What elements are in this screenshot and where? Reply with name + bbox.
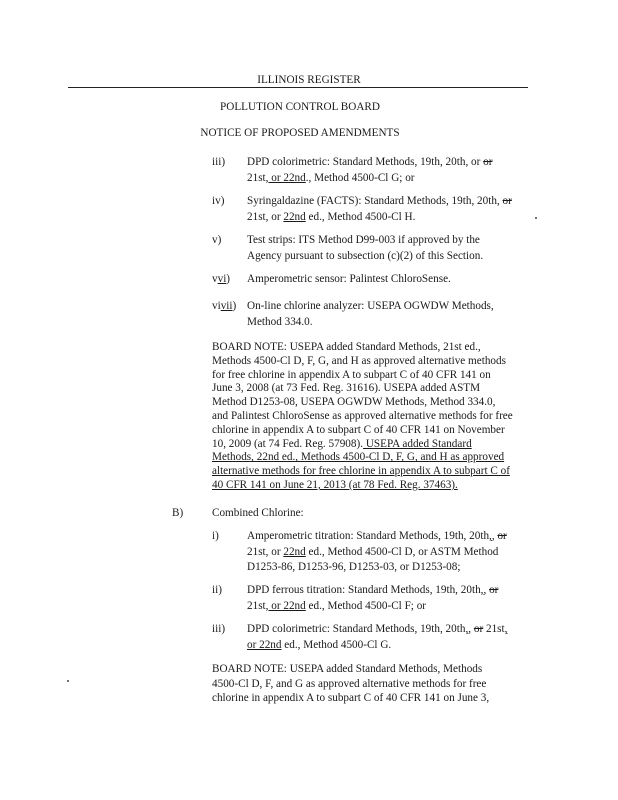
scan-speck: [535, 217, 537, 219]
inserted-text: ,: [480, 584, 484, 596]
text-run: Methods 4500-Cl D, F, G, and H as approved alternative methods: [212, 354, 506, 367]
item-text-line: [247, 195, 512, 208]
header-rule: [68, 87, 528, 88]
text-run: June 3, 2008 (at 73 Fed. Reg. 31616). USEPA added ASTM: [212, 382, 481, 395]
section-b-title: Combined Chlorine:: [212, 507, 304, 519]
text-run: 21st: [483, 623, 505, 635]
deleted-text: or: [497, 530, 507, 542]
item-label: ii): [212, 584, 222, 596]
note-line: [212, 692, 489, 705]
text-run: vi: [212, 300, 221, 312]
scan-speck: [67, 680, 69, 682]
text-run: DPD colorimetric: Standard Methods, 19th, 20th, or: [247, 156, 484, 168]
item-text-line: [247, 546, 498, 559]
text-run: 21st, or: [247, 545, 284, 558]
inserted-text: , or 22nd: [265, 171, 306, 184]
text-run: chlorine in appendix A to subpart C of 40 CFR 141 on November: [212, 423, 505, 436]
item-text-line: [247, 639, 391, 652]
text-run: Method 334.0.: [247, 315, 313, 328]
register-title: ILLINOIS REGISTER: [257, 74, 361, 86]
item-text-line: [247, 156, 492, 169]
text-run: ed., Method 4500-Cl H.: [305, 210, 416, 223]
note-line: [212, 355, 506, 368]
item-text-line: [247, 300, 494, 313]
item-text-line: [247, 600, 426, 613]
text-run: v: [212, 273, 218, 285]
text-run: 10, 2009 (at 74 Fed. Reg. 57908).: [212, 437, 364, 450]
text-run: D1253-86, D1253-96, D1253-03, or D1253-08;: [247, 561, 461, 573]
item-label: i): [212, 530, 219, 542]
note-line: [212, 438, 472, 451]
text-run: Method D1253-08, USEPA OGWDW Methods, Method 334.0,: [212, 396, 496, 409]
item-text-line: [247, 211, 415, 224]
inserted-text: USEPA added Standard: [363, 437, 472, 450]
inserted-text: ,: [489, 530, 492, 542]
text-run: ed., Method 4500-Cl G.: [281, 638, 392, 651]
item-label: iii): [212, 623, 226, 635]
text-run: Amperometric sensor: Palintest ChloroSense.: [247, 273, 451, 285]
text-run: 21st: [247, 171, 266, 184]
item-text-line: [247, 234, 480, 247]
text-run: BOARD NOTE: USEPA added Standard Methods, Methods: [212, 663, 483, 675]
inserted-text: alternative methods for free chlorine in appendix A to subpart C of: [212, 465, 510, 478]
text-run: ,: [483, 584, 490, 596]
item-label: v): [212, 234, 222, 246]
item-text-line: [247, 584, 498, 597]
inserted-text: , or 22nd: [265, 599, 306, 612]
note-line: [212, 410, 513, 423]
board-title: POLLUTION CONTROL BOARD: [220, 101, 380, 113]
section-b-label: B): [172, 507, 184, 519]
item-text-line: [247, 561, 460, 574]
note-line: [212, 382, 480, 395]
inserted-text: 22nd: [283, 210, 306, 223]
item-label: [212, 273, 230, 286]
text-run: 4500-Cl D, F, and G as approved alternative methods for free: [212, 677, 487, 690]
note-line: [212, 479, 458, 492]
note-line: [212, 396, 495, 409]
text-run: ., Method 4500-Cl G; or: [305, 171, 415, 184]
text-run: 21st, or: [247, 210, 284, 223]
inserted-text: vi: [217, 273, 227, 285]
notice-title: NOTICE OF PROPOSED AMENDMENTS: [200, 127, 400, 139]
inserted-text: vii: [220, 300, 233, 312]
text-run: ed., Method 4500-Cl D, or ASTM Method: [305, 545, 499, 558]
inserted-text: or 22nd: [247, 638, 282, 651]
note-line: [212, 451, 504, 464]
inserted-text: 22nd: [283, 545, 306, 558]
inserted-text: ,: [465, 623, 469, 635]
item-text-line: [247, 623, 507, 636]
deleted-text: or: [502, 195, 512, 207]
text-run: ed., Method 4500-Cl F; or: [305, 599, 427, 612]
item-text-line: [247, 316, 313, 329]
text-run: and Palintest ChloroSense as approved alternative methods for free: [212, 410, 513, 422]
note-line: [212, 465, 510, 478]
text-run: DPD colorimetric: Standard Methods, 19th, 20th: [247, 623, 466, 635]
text-run: On-line chlorine analyzer: USEPA OGWDW Methods,: [247, 300, 494, 312]
note-line: [212, 424, 505, 437]
text-run: Amperometric titration: Standard Methods, 19th, 20th: [247, 530, 490, 542]
item-label: iv): [212, 195, 225, 207]
text-run: 21st: [247, 599, 266, 612]
item-text-line: [247, 273, 451, 286]
note-line: [212, 663, 482, 676]
deleted-text: or: [473, 623, 484, 635]
inserted-text: 40 CFR 141 on June 21, 2013 (at 78 Fed. Reg. 37463).: [212, 479, 458, 491]
text-run: Agency pursuant to subsection (c)(2) of this Section.: [247, 249, 484, 262]
item-text-line: [247, 250, 483, 263]
text-run: ,: [468, 623, 474, 635]
item-label: iii): [212, 156, 226, 168]
item-text-line: [247, 172, 415, 185]
text-run: ): [226, 273, 231, 285]
note-line: [212, 341, 481, 354]
text-run: chlorine in appendix A to subpart C of 40 CFR 141 on June 3,: [212, 692, 490, 704]
text-run: DPD ferrous titration: Standard Methods, 19th, 20th: [247, 584, 481, 596]
item-text-line: [247, 530, 507, 543]
text-run: ): [232, 300, 237, 312]
text-run: for free chlorine in appendix A to subpart C of 40 CFR 141 on: [212, 368, 491, 381]
text-run: BOARD NOTE: USEPA added Standard Methods, 21st ed.,: [212, 341, 481, 353]
text-run: Test strips: ITS Method D99-003 if approved by the: [247, 234, 480, 246]
text-run: ,: [491, 530, 498, 542]
deleted-text: or: [483, 156, 493, 168]
note-line: [212, 678, 486, 691]
note-line: [212, 369, 491, 382]
item-label: [212, 300, 236, 313]
inserted-text: Methods, 22nd ed., Methods 4500-Cl D, F, G, and H as approved: [212, 451, 505, 464]
text-run: Syringaldazine (FACTS): Standard Methods, 19th, 20th,: [247, 195, 503, 207]
deleted-text: or: [489, 584, 499, 596]
inserted-text: ,: [504, 623, 508, 635]
